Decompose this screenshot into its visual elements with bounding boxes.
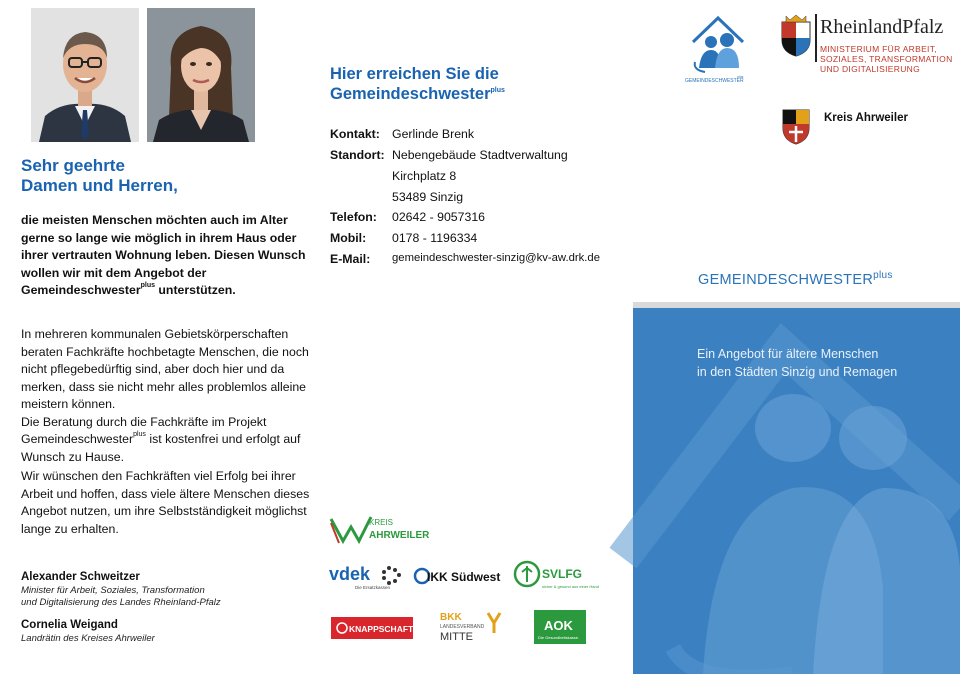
svlfg-logo bbox=[514, 560, 604, 592]
intro-sup: plus bbox=[140, 282, 155, 289]
intro-text: die meisten Menschen möchten auch im Alter gerne so lange wie möglich in ihrem Haus oder ihrer vertrauten Wohnung leben. Diesen Wunsch wollen wir mit dem Angebot der Gemeindeschwester bbox=[21, 213, 306, 297]
kreis-ahrweiler-label: Kreis Ahrweiler bbox=[824, 112, 908, 124]
intro-paragraph bbox=[21, 212, 306, 300]
kreis-ahrweiler-crest-icon bbox=[781, 108, 811, 146]
email-label: E-Mail: bbox=[330, 252, 371, 266]
para1-text2: Die Beratung durch die Fachkräfte im Projekt Gemeindeschwester bbox=[21, 414, 267, 446]
intro-tail: unterstützen. bbox=[158, 283, 236, 297]
telefon-label: Telefon: bbox=[330, 210, 377, 224]
greeting-heading bbox=[21, 156, 178, 196]
rlp-divider bbox=[815, 14, 817, 62]
contact-heading-line-1: Hier erreichen Sie die bbox=[330, 65, 499, 83]
ikk-logo bbox=[414, 564, 504, 590]
kreis-logo-line-1: KREIS bbox=[369, 518, 394, 527]
band-title-sup: plus bbox=[873, 270, 893, 281]
bkk-line-3: MITTE bbox=[440, 631, 473, 643]
mobil-value[interactable]: 0178 - 1196334 bbox=[392, 231, 478, 245]
vdek-sub: Die Ersatzkassen bbox=[355, 585, 391, 590]
kontakt-label: Kontakt: bbox=[330, 127, 380, 141]
band-title-text: GEMEINDESCHWESTER bbox=[698, 272, 874, 288]
greeting-line-1: Sehr geehrte bbox=[21, 156, 125, 175]
mobil-label: Mobil: bbox=[330, 231, 367, 245]
signature-role-2 bbox=[21, 633, 155, 645]
body-paragraph-1 bbox=[21, 326, 311, 466]
vdek-logo bbox=[329, 562, 409, 592]
signature-role-1-line-1: Minister für Arbeit, Soziales, Transformation bbox=[21, 585, 205, 596]
portrait-landraetin bbox=[147, 8, 255, 142]
standort-label: Standort: bbox=[330, 148, 385, 162]
signature-role-1 bbox=[21, 585, 221, 609]
standort-line-2: Kirchplatz 8 bbox=[392, 169, 457, 183]
rlp-ministry-logo bbox=[820, 16, 953, 74]
svlfg-wordmark: SVLFG bbox=[542, 567, 583, 581]
greeting-line-2: Damen und Herren, bbox=[21, 176, 178, 195]
kreis-ahrweiler-logo bbox=[329, 513, 430, 545]
right-column bbox=[633, 0, 960, 674]
kreis-logo-line-2: AHRWEILER bbox=[369, 530, 430, 541]
rlp-subtitle-line-1: MINISTERIUM FÜR ARBEIT, bbox=[820, 44, 937, 54]
contact-heading bbox=[330, 64, 505, 104]
knappschaft-wordmark: KNAPPSCHAFT bbox=[349, 624, 414, 634]
standort-line-3: 53489 Sinzig bbox=[392, 190, 464, 204]
signature-role-1-line-2: und Digitalisierung des Landes Rheinland-Pfalz bbox=[21, 597, 221, 608]
vdek-wordmark: vdek bbox=[329, 564, 371, 584]
para1-text: In mehreren kommunalen Gebietskörperschaften beraten Fachkräfte hochbetagte Menschen, die noch nicht pflegebedürftig sind, aber doch hier und da merken, dass sie nicht mehr alles problemlos alleine meistern können. bbox=[21, 327, 309, 411]
bkk-logo bbox=[438, 609, 508, 643]
contact-heading-line-2: Gemeindeschwester bbox=[330, 85, 491, 103]
signature-name-2: Cornelia Weigand bbox=[21, 619, 118, 631]
knappschaft-logo bbox=[331, 617, 413, 639]
gs-logo-caption-sup: plus bbox=[737, 75, 744, 79]
telefon-value[interactable]: 02642 - 9057316 bbox=[392, 210, 485, 224]
rlp-subtitle-line-2: SOZIALES, TRANSFORMATION bbox=[820, 54, 953, 64]
body-paragraph-2: Wir wünschen den Fachkräften viel Erfolg bei ihrer Arbeit und hoffen, dass viele ältere Menschen dieses Angebot nutzen, um ihre Selbstständigkeit möglichst lange zu erhalten. bbox=[21, 469, 310, 536]
rlp-coat-of-arms-icon bbox=[778, 14, 814, 58]
gemeindeschwester-band-title bbox=[698, 272, 893, 288]
rlp-title: RheinlandPfalz bbox=[820, 16, 944, 38]
contact-heading-sup: plus bbox=[490, 87, 505, 94]
aok-wordmark: AOK bbox=[544, 618, 573, 633]
ikk-wordmark: IKK Südwest bbox=[427, 570, 501, 584]
rlp-subtitle bbox=[820, 44, 953, 74]
portrait-minister bbox=[31, 8, 139, 142]
email-link[interactable]: gemeindeschwester-sinzig@kv-aw.drk.de bbox=[392, 252, 600, 264]
standort-line-1: Nebengebäude Stadtverwaltung bbox=[392, 148, 568, 162]
para1-text3: ist kostenfrei und erfolgt auf Wunsch zu Hause. bbox=[21, 432, 301, 464]
signature-role-2-line-1: Landrätin des Kreises Ahrweiler bbox=[21, 633, 155, 644]
aok-sub: Die Gesundheitskasse. bbox=[538, 635, 580, 640]
cover-tagline-line-1: Ein Angebot für ältere Menschen bbox=[697, 347, 879, 361]
gs-logo-caption: GEMEINDESCHWESTER bbox=[685, 78, 744, 84]
aok-logo bbox=[534, 610, 586, 644]
gemeindeschwester-logo bbox=[685, 12, 755, 84]
rlp-subtitle-line-3: UND DIGITALISIERUNG bbox=[820, 64, 920, 74]
left-column bbox=[0, 0, 320, 674]
bkk-line-2: LANDESVERBAND bbox=[440, 624, 485, 630]
bkk-line-1: BKK bbox=[440, 612, 462, 623]
kontakt-value: Gerlinde Brenk bbox=[392, 127, 475, 141]
signature-name-1: Alexander Schweitzer bbox=[21, 571, 140, 583]
svlfg-sub: sicher & gesund aus einer Hand bbox=[542, 584, 599, 589]
para1-sup: plus bbox=[133, 431, 146, 438]
cover-tagline bbox=[697, 345, 897, 381]
middle-column bbox=[320, 0, 633, 674]
cover-tagline-line-2: in den Städten Sinzig und Remagen bbox=[697, 365, 898, 379]
